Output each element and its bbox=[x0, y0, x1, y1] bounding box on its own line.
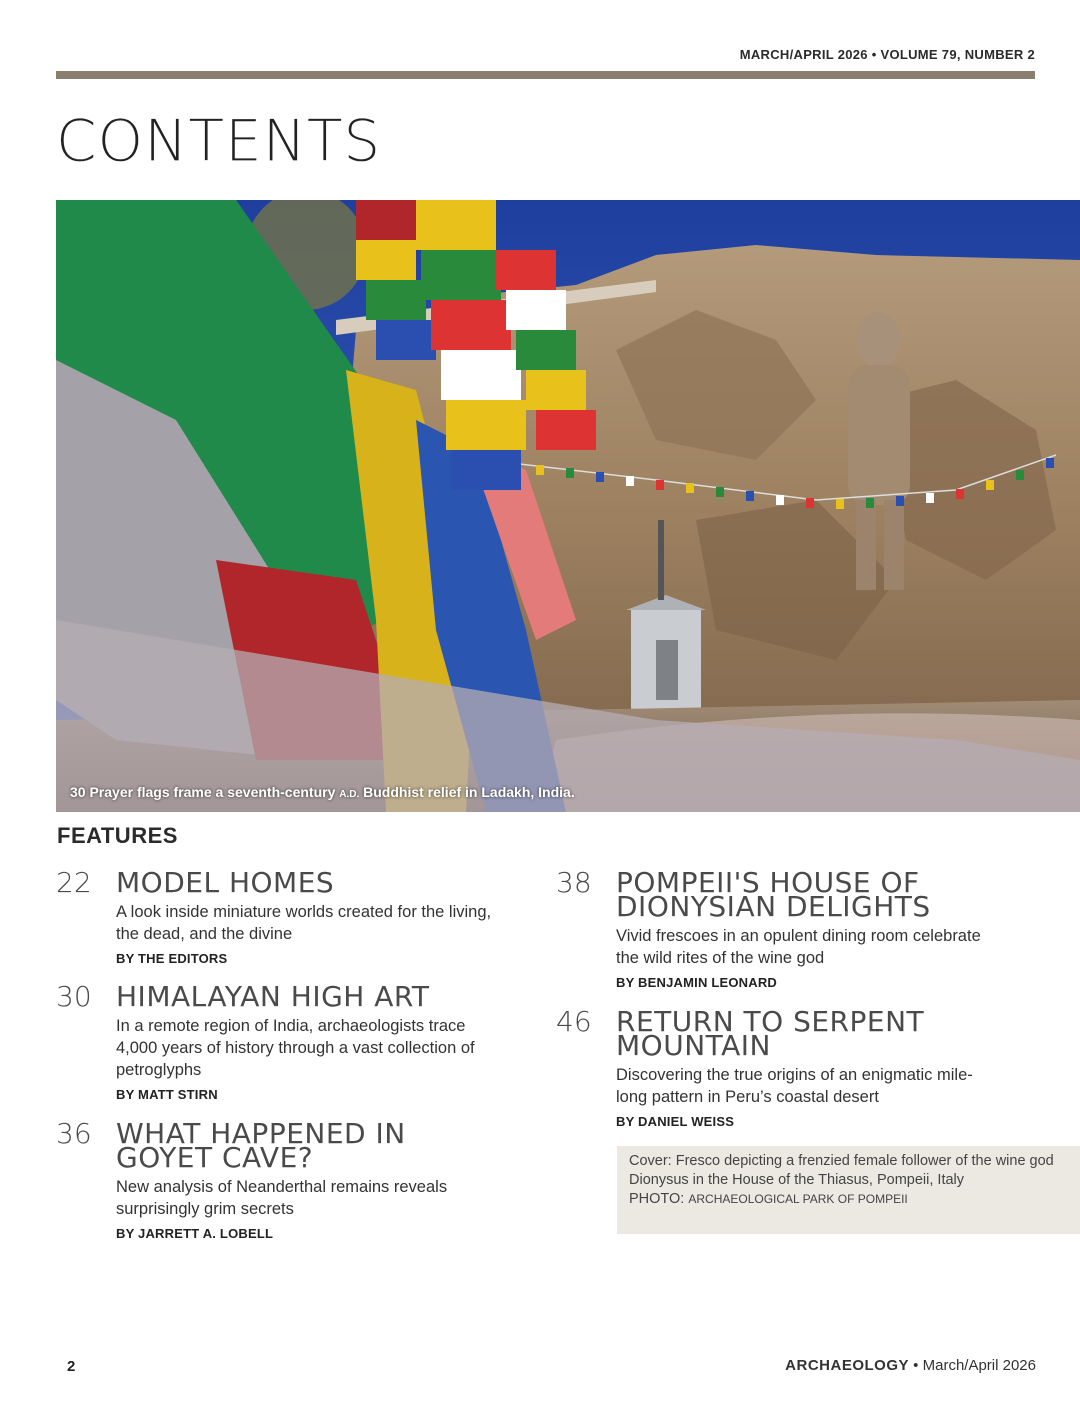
photo-credit-label: PHOTO: bbox=[629, 1191, 685, 1207]
feature-description: Discovering the true origins of an enigmatic mile-long pattern in Peru’s coastal desert bbox=[616, 1066, 973, 1106]
feature-title[interactable]: POMPEII'S HOUSE OF DIONYSIAN DELIGHTS bbox=[616, 866, 931, 923]
feature-byline: BY THE EDITORS bbox=[116, 951, 228, 966]
feature-page-number: 38 bbox=[556, 866, 592, 899]
feature-description: In a remote region of India, archaeologists trace 4,000 years of history through a vast collection of petroglyphs bbox=[116, 1017, 475, 1079]
feature-item[interactable] bbox=[556, 1005, 996, 1129]
folio-issue: March/April 2026 bbox=[922, 1357, 1036, 1374]
feature-byline: BY DANIEL WEISS bbox=[616, 1114, 735, 1129]
photo-credit bbox=[629, 1190, 1068, 1209]
features-heading: FEATURES bbox=[57, 823, 178, 848]
feature-page-number: 22 bbox=[56, 866, 92, 899]
photo-caption-era: A.D. bbox=[339, 789, 360, 800]
feature-title[interactable]: WHAT HAPPENED IN GOYET CAVE? bbox=[116, 1117, 406, 1174]
feature-byline: BY JARRETT A. LOBELL bbox=[116, 1226, 274, 1241]
photo-caption-text: Prayer flags frame a seventh-century bbox=[89, 784, 336, 800]
feature-item[interactable] bbox=[56, 980, 496, 1102]
prayer-flags-illustration bbox=[56, 200, 1080, 812]
folio-separator: • bbox=[913, 1357, 919, 1374]
page-number: 2 bbox=[67, 1358, 76, 1375]
feature-byline: BY MATT STIRN bbox=[116, 1087, 218, 1102]
cover-photo bbox=[56, 200, 1080, 812]
header-rule bbox=[56, 71, 1035, 79]
photo-caption bbox=[70, 784, 575, 800]
folio bbox=[785, 1357, 1036, 1374]
feature-item[interactable] bbox=[556, 866, 996, 990]
feature-page-number: 36 bbox=[56, 1117, 92, 1150]
photo-caption-page: 30 bbox=[70, 784, 86, 800]
feature-item[interactable] bbox=[56, 866, 496, 966]
cover-credit-box bbox=[617, 1146, 1080, 1234]
feature-description: A look inside miniature worlds created for the living, the dead, and the divine bbox=[116, 903, 492, 943]
feature-page-number: 46 bbox=[556, 1005, 592, 1038]
issue-line: MARCH/APRIL 2026 • VOLUME 79, NUMBER 2 bbox=[739, 47, 1035, 62]
cover-description: Cover: Fresco depicting a frenzied female follower of the wine god Dionysus in the House of the Thiasus, Pompeii, Italy bbox=[629, 1153, 1054, 1188]
feature-description: Vivid frescoes in an opulent dining room celebrate the wild rites of the wine god bbox=[616, 927, 981, 967]
photo-caption-text-end: Buddhist relief in Ladakh, India. bbox=[363, 784, 575, 800]
feature-title[interactable]: RETURN TO SERPENT MOUNTAIN bbox=[616, 1005, 925, 1062]
feature-byline: BY BENJAMIN LEONARD bbox=[616, 975, 778, 990]
feature-title[interactable]: HIMALAYAN HIGH ART bbox=[116, 980, 430, 1013]
feature-description: New analysis of Neanderthal remains reveals surprisingly grim secrets bbox=[116, 1178, 448, 1218]
feature-item[interactable] bbox=[56, 1117, 496, 1241]
feature-title[interactable]: MODEL HOMES bbox=[116, 866, 335, 899]
magazine-name: ARCHAEOLOGY bbox=[785, 1357, 909, 1374]
photo-credit-name: ARCHAEOLOGICAL PARK OF POMPEII bbox=[688, 1192, 908, 1206]
page-title: CONTENTS bbox=[56, 107, 382, 175]
feature-page-number: 30 bbox=[56, 980, 92, 1013]
